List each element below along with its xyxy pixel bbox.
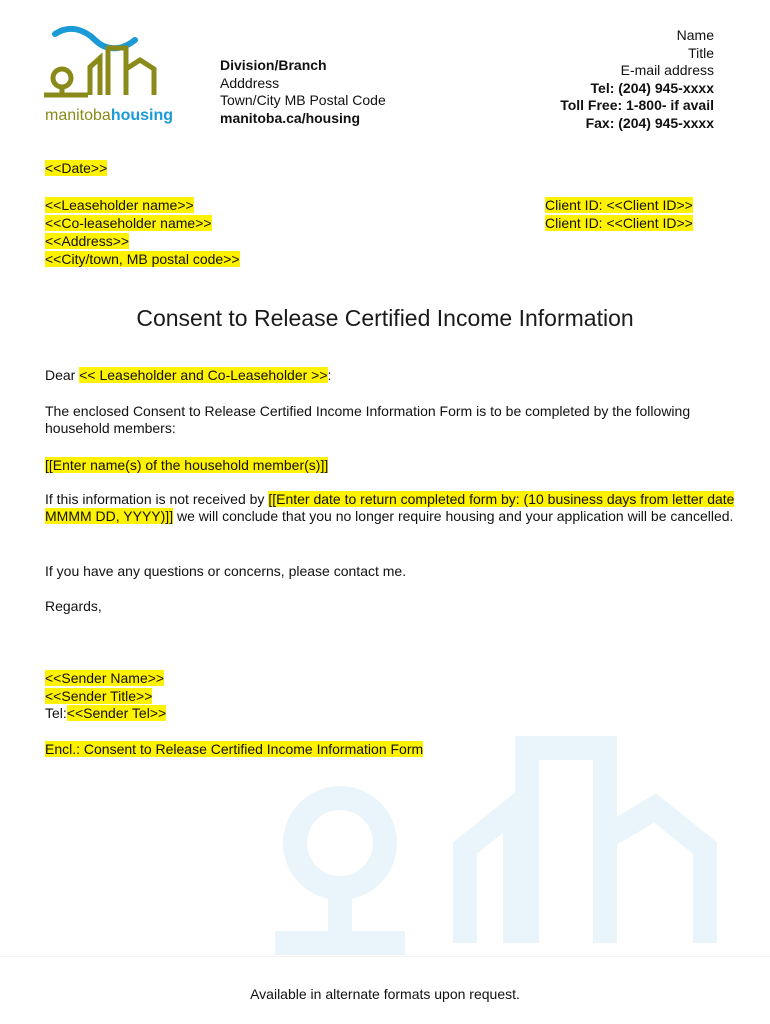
- deadline-end: we will conclude that you no longer require housing and your application will be cancelled.: [173, 508, 734, 524]
- salutation-prefix: Dear: [45, 367, 80, 383]
- paragraph-questions: If you have any questions or concerns, please contact me.: [45, 563, 407, 579]
- sender-block: [45, 670, 166, 723]
- deadline-start: If this information is not received by: [45, 491, 269, 507]
- watermark-houses-graphic: [265, 728, 735, 958]
- contact-title: Title: [688, 44, 714, 61]
- salutation-name: << Leaseholder and Co-Leaseholder >>: [79, 367, 328, 383]
- contact-name: Name: [676, 27, 714, 43]
- deadline-date-placeholder: [[Enter date to return completed form by: (10 business days from letter date MMMM DD, YYYY)]]: [45, 491, 735, 524]
- contact-fax: Fax: (204) 945-xxxx: [585, 114, 714, 131]
- contact-block: [560, 27, 714, 132]
- contact-tel: Tel: (204) 945-xxxx: [590, 79, 714, 96]
- client-id-1: Client ID: <<Client ID>>: [545, 197, 693, 213]
- sender-tel-label: Tel:: [45, 705, 67, 721]
- division-website: manitoba.ca/housing: [220, 109, 361, 126]
- co-leaseholder-name: <<Co-leaseholder name>>: [45, 215, 212, 231]
- sender-title: <<Sender Title>>: [45, 687, 153, 704]
- footer-divider: [0, 956, 770, 957]
- salutation-suffix: :: [327, 367, 332, 383]
- date-placeholder: <<Date>>: [45, 160, 108, 176]
- logo-text-housing: housing: [110, 107, 174, 124]
- sender-name: <<Sender Name>>: [45, 670, 165, 686]
- paragraph-deadline: [45, 491, 735, 525]
- paragraph-intro: The enclosed Consent to Release Certified Income Information Form is to be completed by the following household members:: [45, 403, 691, 436]
- division-address: Adddress: [220, 74, 280, 91]
- client-id-block: [545, 197, 693, 233]
- enclosure-line: [45, 741, 423, 758]
- client-id-2: Client ID: <<Client ID>>: [545, 215, 693, 231]
- footer-note: Available in alternate formats upon request.: [250, 986, 520, 1002]
- recipient-city: <<City/town, MB postal code>>: [45, 251, 240, 267]
- salutation: [45, 367, 735, 384]
- logo-text-manitoba: manitoba: [45, 107, 111, 124]
- date-field: [45, 160, 107, 177]
- closing-regards: Regards,: [45, 598, 102, 614]
- contact-toll-free: Toll Free: 1-800- if avail: [560, 97, 714, 113]
- household-members-placeholder: [[Enter name(s) of the household member(s)]]: [45, 457, 329, 473]
- enclosure-text: Encl.: Consent to Release Certified Income Information Form: [45, 741, 424, 757]
- contact-email: E-mail address: [620, 62, 714, 78]
- division-branch: Division/Branch: [220, 57, 327, 73]
- recipient-address: <<Address>>: [45, 233, 130, 249]
- division-town: Town/City MB Postal Code: [220, 92, 386, 108]
- division-block: [220, 57, 386, 127]
- logo-wordmark: [45, 107, 173, 125]
- paragraph-members: [45, 457, 735, 474]
- leaseholder-name: <<Leaseholder name>>: [45, 197, 194, 213]
- recipient-address-block: [45, 197, 240, 269]
- letter-title: Consent to Release Certified Income Information: [136, 305, 634, 331]
- sender-tel: <<Sender Tel>>: [66, 705, 167, 721]
